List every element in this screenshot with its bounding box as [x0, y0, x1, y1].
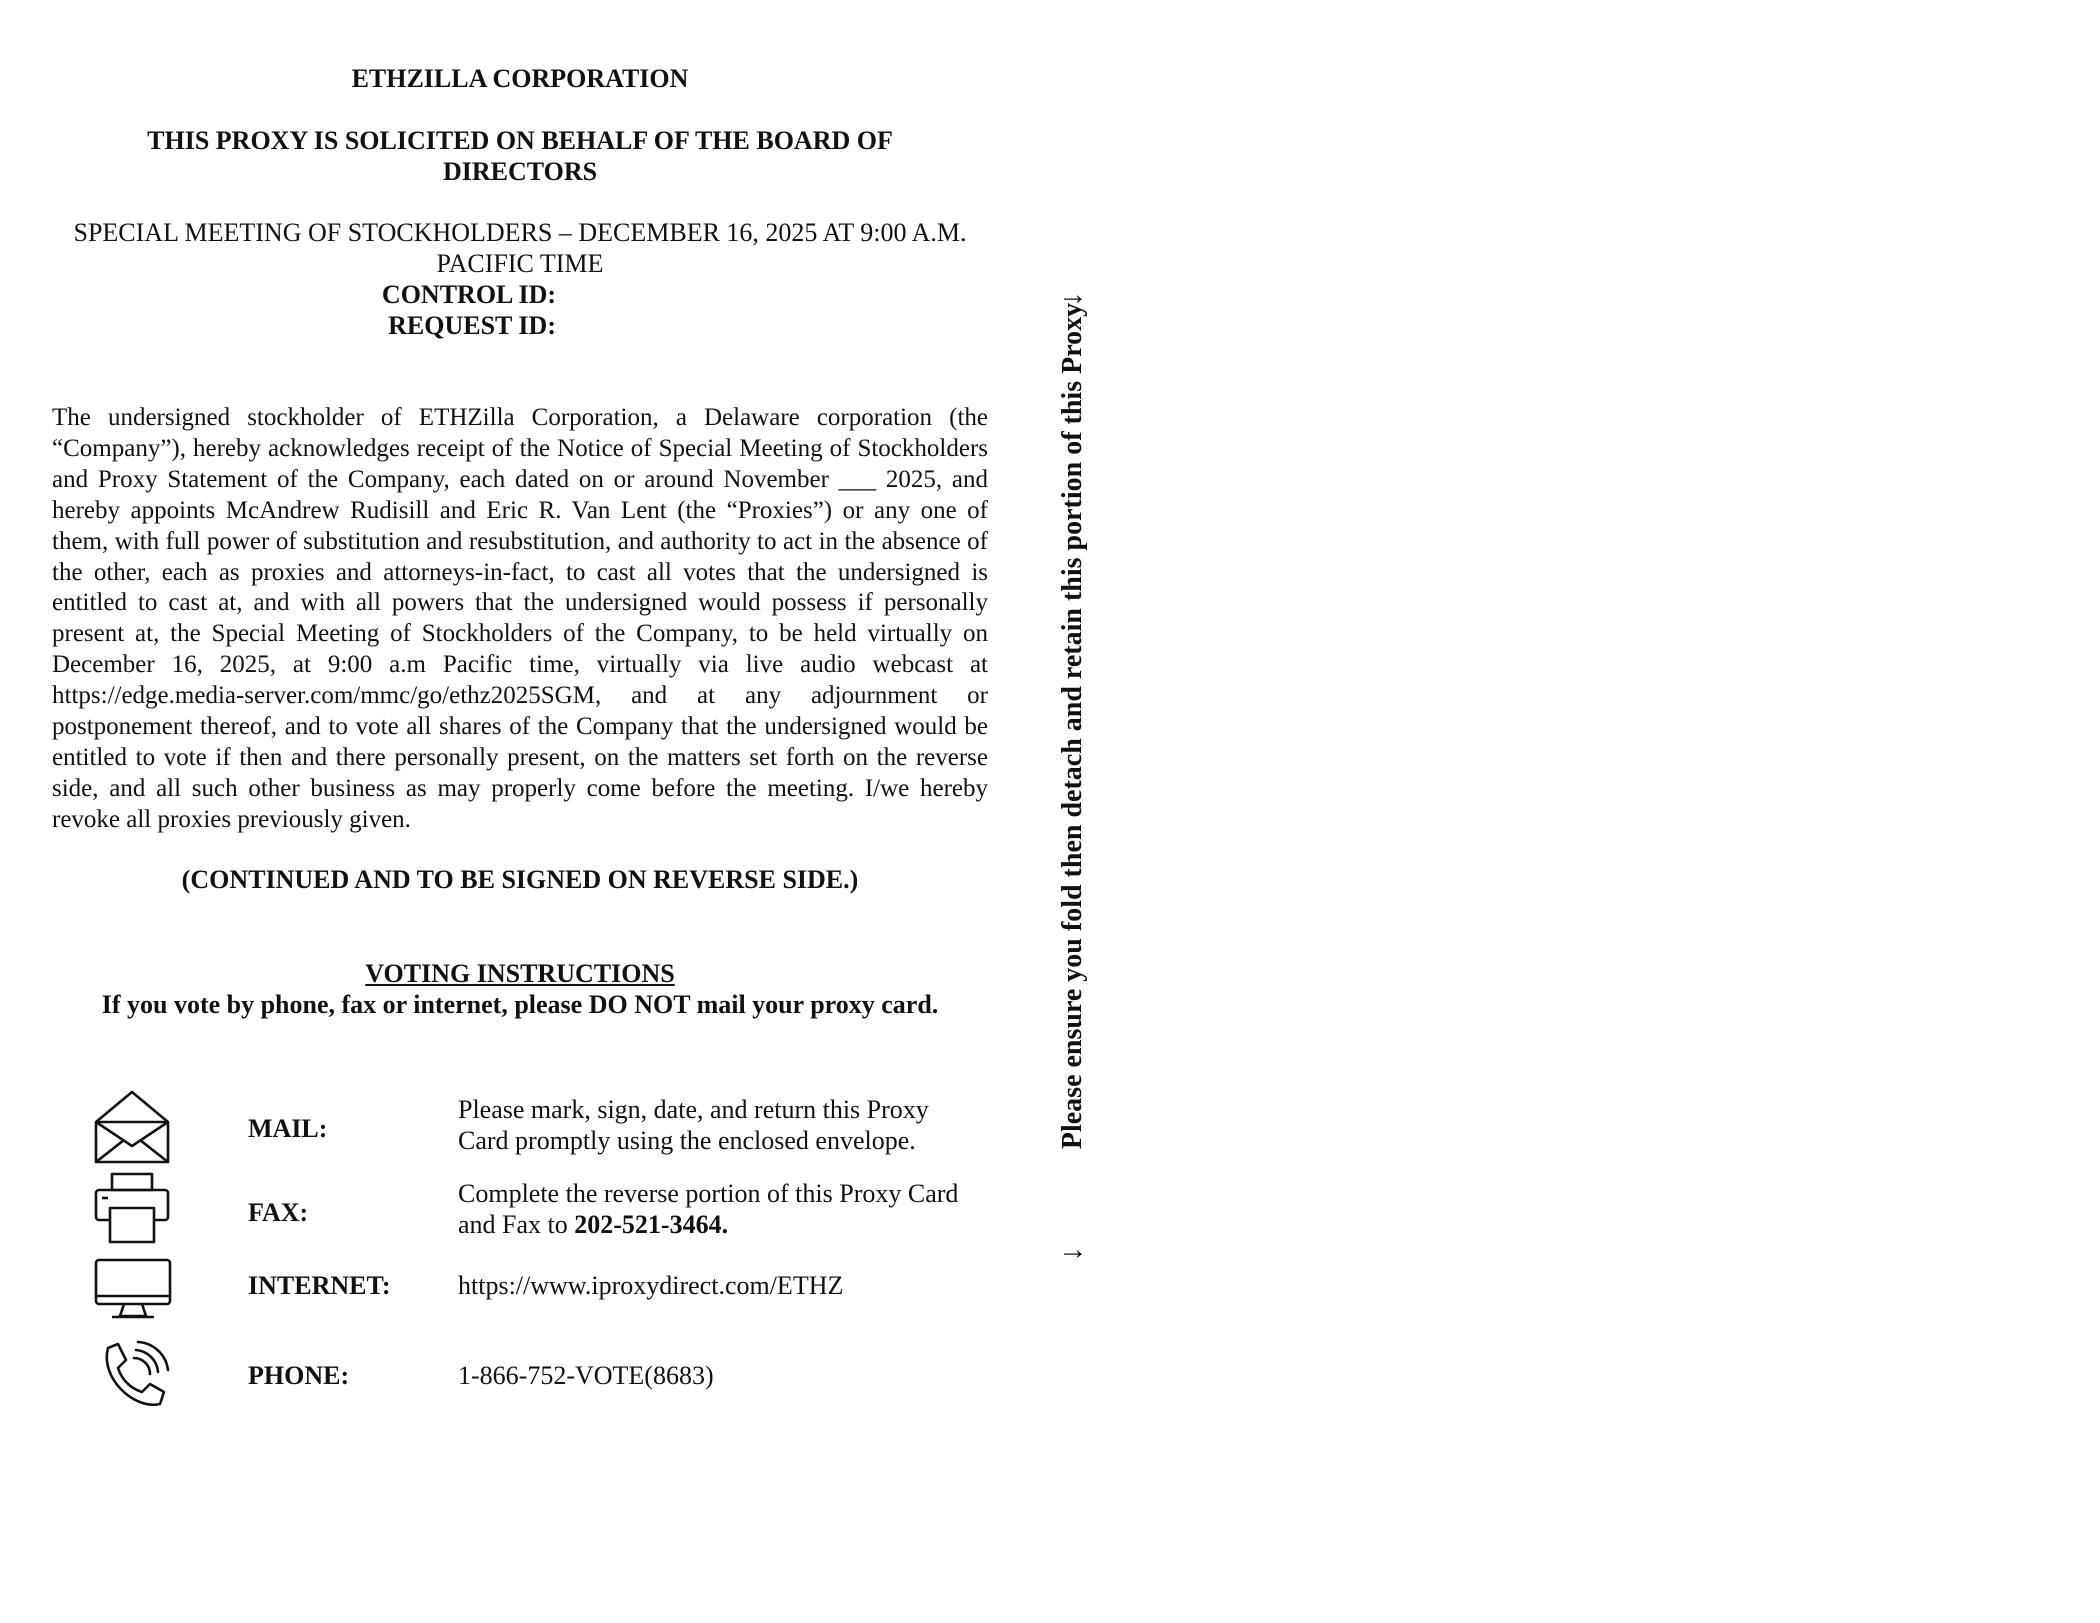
solicitation-line-2: DIRECTORS [442, 157, 598, 186]
control-id-label: CONTROL ID: [381, 280, 556, 309]
company-title: ETHZILLA CORPORATION [351, 64, 689, 93]
bottom-arrow-icon: → [1058, 1233, 1088, 1266]
solicitation-heading [52, 125, 988, 187]
phone-label: PHONE: [248, 1361, 350, 1390]
meeting-line-2: PACIFIC TIME [436, 249, 604, 278]
fold-detach-text: Please ensure you fold then detach and retain this portion of this Proxy [1057, 302, 1088, 1150]
fax-number: 202-521-3464. [574, 1210, 729, 1239]
solicitation-line-1: THIS PROXY IS SOLICITED ON BEHALF OF THE BOARD OF [147, 126, 893, 155]
phone-number: 1-866-752-VOTE(8683) [458, 1361, 714, 1390]
mail-description-line-1: Please mark, sign, date, and return this Proxy [458, 1095, 929, 1124]
mail-label: MAIL: [248, 1114, 328, 1143]
fax-description-prefix: and Fax to [458, 1210, 575, 1239]
top-arrow-icon: → [1058, 278, 1088, 311]
voting-instructions-note: If you vote by phone, fax or internet, please DO NOT mail your proxy card. [101, 990, 939, 1019]
mail-description [458, 1094, 988, 1156]
fax-description-line-2 [458, 1209, 988, 1240]
phone-icon [94, 1340, 172, 1412]
meeting-line-1: SPECIAL MEETING OF STOCKHOLDERS – DECEMBER 16, 2025 AT 9:00 A.M. [73, 218, 967, 247]
internet-url[interactable]: https://www.iproxydirect.com/ETHZ [458, 1271, 844, 1300]
continued-notice: (CONTINUED AND TO BE SIGNED ON REVERSE SIDE.) [181, 865, 859, 894]
meeting-heading [52, 217, 988, 279]
voting-instructions-title: VOTING INSTRUCTIONS [365, 959, 675, 988]
request-id-label: REQUEST ID: [388, 311, 556, 340]
mail-description-line-2: Card promptly using the enclosed envelope. [458, 1126, 916, 1155]
envelope-icon [94, 1088, 170, 1164]
computer-monitor-icon [94, 1258, 172, 1320]
fax-description [458, 1178, 988, 1240]
fold-detach-instruction [1045, 278, 1101, 1266]
fax-label: FAX: [248, 1198, 309, 1227]
fax-machine-icon [94, 1172, 170, 1244]
proxy-authorization-paragraph: The undersigned stockholder of ETHZilla Corporation, a Delaware corporation (the “Company”), hereby acknowledges receipt of the Notice of Special Meeting of Stockholders and Proxy Statement of the Company, each dated on or around November ___ 2025, and hereby appoints McAndrew Rudisill and Eric R. Van Lent (the “Proxies”) or any one of them, with full power of substitution and resubstitution, and authority to act in the absence of the other, each as proxies and attorneys-in-fact, to cast all votes that the undersigned is entitled to cast at, and with all powers that the undersigned would possess if personally present at, the Special Meeting of Stockholders of the Company, to be held virtually on December 16, 2025, at 9:00 a.m Pacific time, virtually via live audio webcast at https://edge.media-server.com/mmc/go/ethz2025SGM, and at any adjournment or postponement thereof, and to vote all shares of the Company that the undersigned would be entitled to vote if then and there personally present, on the matters set forth on the reverse side, and all such other business as may properly come before the meeting. I/we hereby revoke all proxies previously given. [52, 404, 988, 833]
internet-label: INTERNET: [248, 1271, 391, 1300]
fax-description-line-1: Complete the reverse portion of this Proxy Card [458, 1179, 959, 1208]
